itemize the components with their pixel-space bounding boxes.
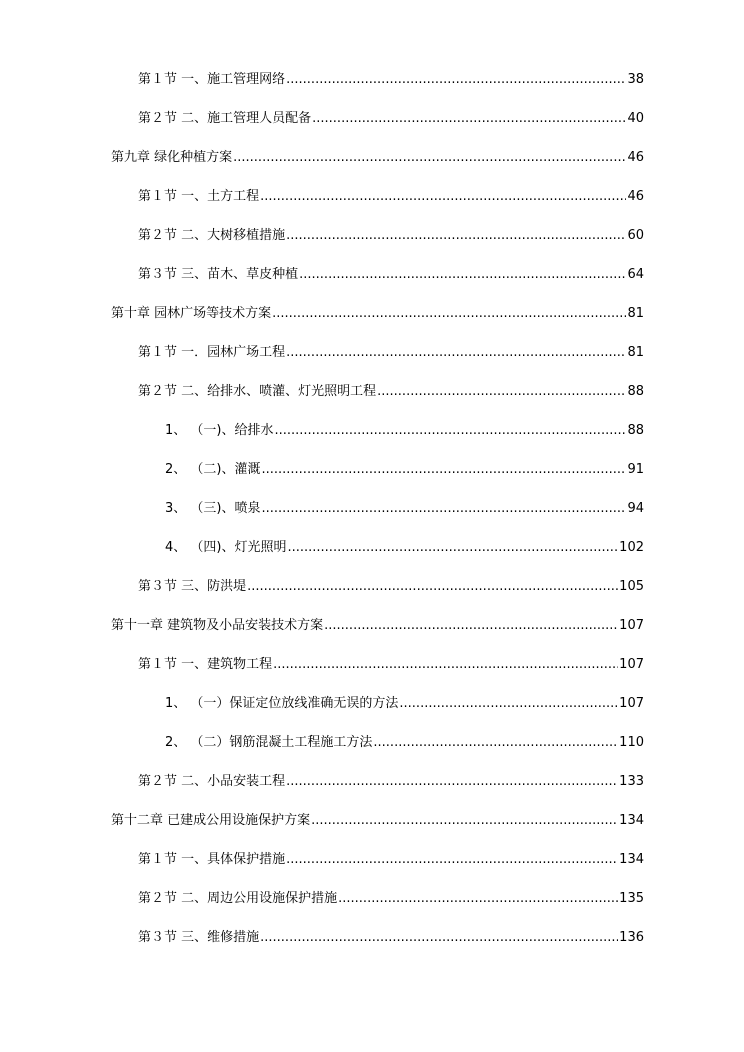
toc-entry-title: 1、 （一)、给排水 (165, 423, 274, 438)
toc-entry-title: 第十一章 建筑物及小品安装技术方案 (111, 618, 324, 633)
toc-dot-leader (261, 489, 626, 528)
toc-section-entry[interactable] (0, 333, 744, 372)
toc-entry-title: 第３节 三、防洪堤 (138, 579, 247, 594)
toc-entry-title: 第１节 一、具体保护措施 (138, 852, 286, 867)
toc-page-number: 133 (619, 774, 644, 789)
toc-entry-title: 第２节 二、给排水、喷灌、灯光照明工程 (138, 384, 377, 399)
toc-chapter-entry[interactable] (0, 138, 744, 177)
toc-page-number: 102 (619, 540, 644, 555)
toc-dot-leader (273, 645, 618, 684)
toc-entry-title: 2、 （二)、灌溉 (165, 462, 261, 477)
toc-dot-leader (299, 255, 626, 294)
toc-section-entry[interactable] (0, 177, 744, 216)
toc-entry-title: 第３节 三、苗木、草皮种植 (138, 267, 299, 282)
toc-section-entry[interactable] (0, 99, 744, 138)
toc-page-number: 134 (619, 813, 644, 828)
toc-section-entry[interactable] (0, 918, 744, 957)
toc-page-number: 94 (627, 501, 644, 516)
toc-section-entry[interactable] (0, 645, 744, 684)
toc-dot-leader (233, 138, 626, 177)
toc-page-number: 134 (619, 852, 644, 867)
toc-subsection-entry[interactable] (0, 723, 744, 762)
toc-dot-leader (399, 684, 618, 723)
toc-page-number: 81 (627, 306, 644, 321)
toc-chapter-entry[interactable] (0, 294, 744, 333)
toc-page-number: 107 (619, 696, 644, 711)
toc-page-number: 136 (619, 930, 644, 945)
toc-section-entry[interactable] (0, 60, 744, 99)
toc-entry-title: 第２节 二、周边公用设施保护措施 (138, 891, 338, 906)
toc-dot-leader (286, 840, 618, 879)
toc-dot-leader (274, 411, 626, 450)
toc-page-number: 110 (619, 735, 644, 750)
toc-entry-title: 第２节 二、大树移植措施 (138, 228, 286, 243)
toc-dot-leader (373, 723, 618, 762)
toc-dot-leader (286, 216, 626, 255)
toc-dot-leader (286, 333, 626, 372)
toc-page-number: 81 (627, 345, 644, 360)
toc-dot-leader (377, 372, 626, 411)
toc-page-number: 64 (627, 267, 644, 282)
toc-dot-leader (286, 762, 618, 801)
toc-subsection-entry[interactable] (0, 684, 744, 723)
toc-page-number: 40 (627, 111, 644, 126)
toc-page-number: 46 (627, 150, 644, 165)
toc-section-entry[interactable] (0, 216, 744, 255)
toc-section-entry[interactable] (0, 567, 744, 606)
toc-entry-title: 第２节 二、施工管理人员配备 (138, 111, 312, 126)
toc-entry-title: 第九章 绿化种植方案 (111, 150, 233, 165)
toc-entry-title: 3、 （三)、喷泉 (165, 501, 261, 516)
table-of-contents (0, 60, 744, 957)
toc-entry-title: 第１节 一、土方工程 (138, 189, 260, 204)
toc-dot-leader (338, 879, 618, 918)
toc-dot-leader (286, 60, 626, 99)
toc-entry-title: 1、 （一）保证定位放线准确无误的方法 (165, 696, 399, 711)
toc-entry-title: 第十章 园林广场等技术方案 (111, 306, 272, 321)
toc-section-entry[interactable] (0, 840, 744, 879)
toc-page-number: 38 (627, 72, 644, 87)
toc-section-entry[interactable] (0, 879, 744, 918)
toc-entry-title: 第１节 一、施工管理网络 (138, 72, 286, 87)
toc-section-entry[interactable] (0, 255, 744, 294)
toc-subsection-entry[interactable] (0, 411, 744, 450)
toc-section-entry[interactable] (0, 762, 744, 801)
toc-dot-leader (260, 918, 618, 957)
toc-subsection-entry[interactable] (0, 450, 744, 489)
toc-entry-title: 2、 （二）钢筋混凝土工程施工方法 (165, 735, 373, 750)
toc-page-number: 135 (619, 891, 644, 906)
toc-entry-title: 第３节 三、维修措施 (138, 930, 260, 945)
toc-dot-leader (247, 567, 618, 606)
toc-dot-leader (312, 99, 626, 138)
toc-entry-title: 4、 （四)、灯光照明 (165, 540, 287, 555)
toc-chapter-entry[interactable] (0, 801, 744, 840)
toc-page-number: 91 (627, 462, 644, 477)
toc-entry-title: 第１节 一、建筑物工程 (138, 657, 273, 672)
toc-entry-title: 第十二章 已建成公用设施保护方案 (111, 813, 311, 828)
toc-page-number: 60 (627, 228, 644, 243)
toc-dot-leader (260, 177, 626, 216)
toc-page-number: 88 (627, 384, 644, 399)
toc-page-number: 105 (619, 579, 644, 594)
toc-dot-leader (287, 528, 618, 567)
toc-page-number: 107 (619, 618, 644, 633)
toc-subsection-entry[interactable] (0, 528, 744, 567)
toc-dot-leader (324, 606, 618, 645)
toc-dot-leader (311, 801, 618, 840)
toc-page-number: 46 (627, 189, 644, 204)
toc-dot-leader (261, 450, 626, 489)
toc-section-entry[interactable] (0, 372, 744, 411)
toc-chapter-entry[interactable] (0, 606, 744, 645)
toc-entry-title: 第２节 二、小品安装工程 (138, 774, 286, 789)
toc-dot-leader (272, 294, 626, 333)
toc-entry-title: 第１节 一．园林广场工程 (138, 345, 286, 360)
toc-subsection-entry[interactable] (0, 489, 744, 528)
toc-page-number: 88 (627, 423, 644, 438)
toc-page-number: 107 (619, 657, 644, 672)
